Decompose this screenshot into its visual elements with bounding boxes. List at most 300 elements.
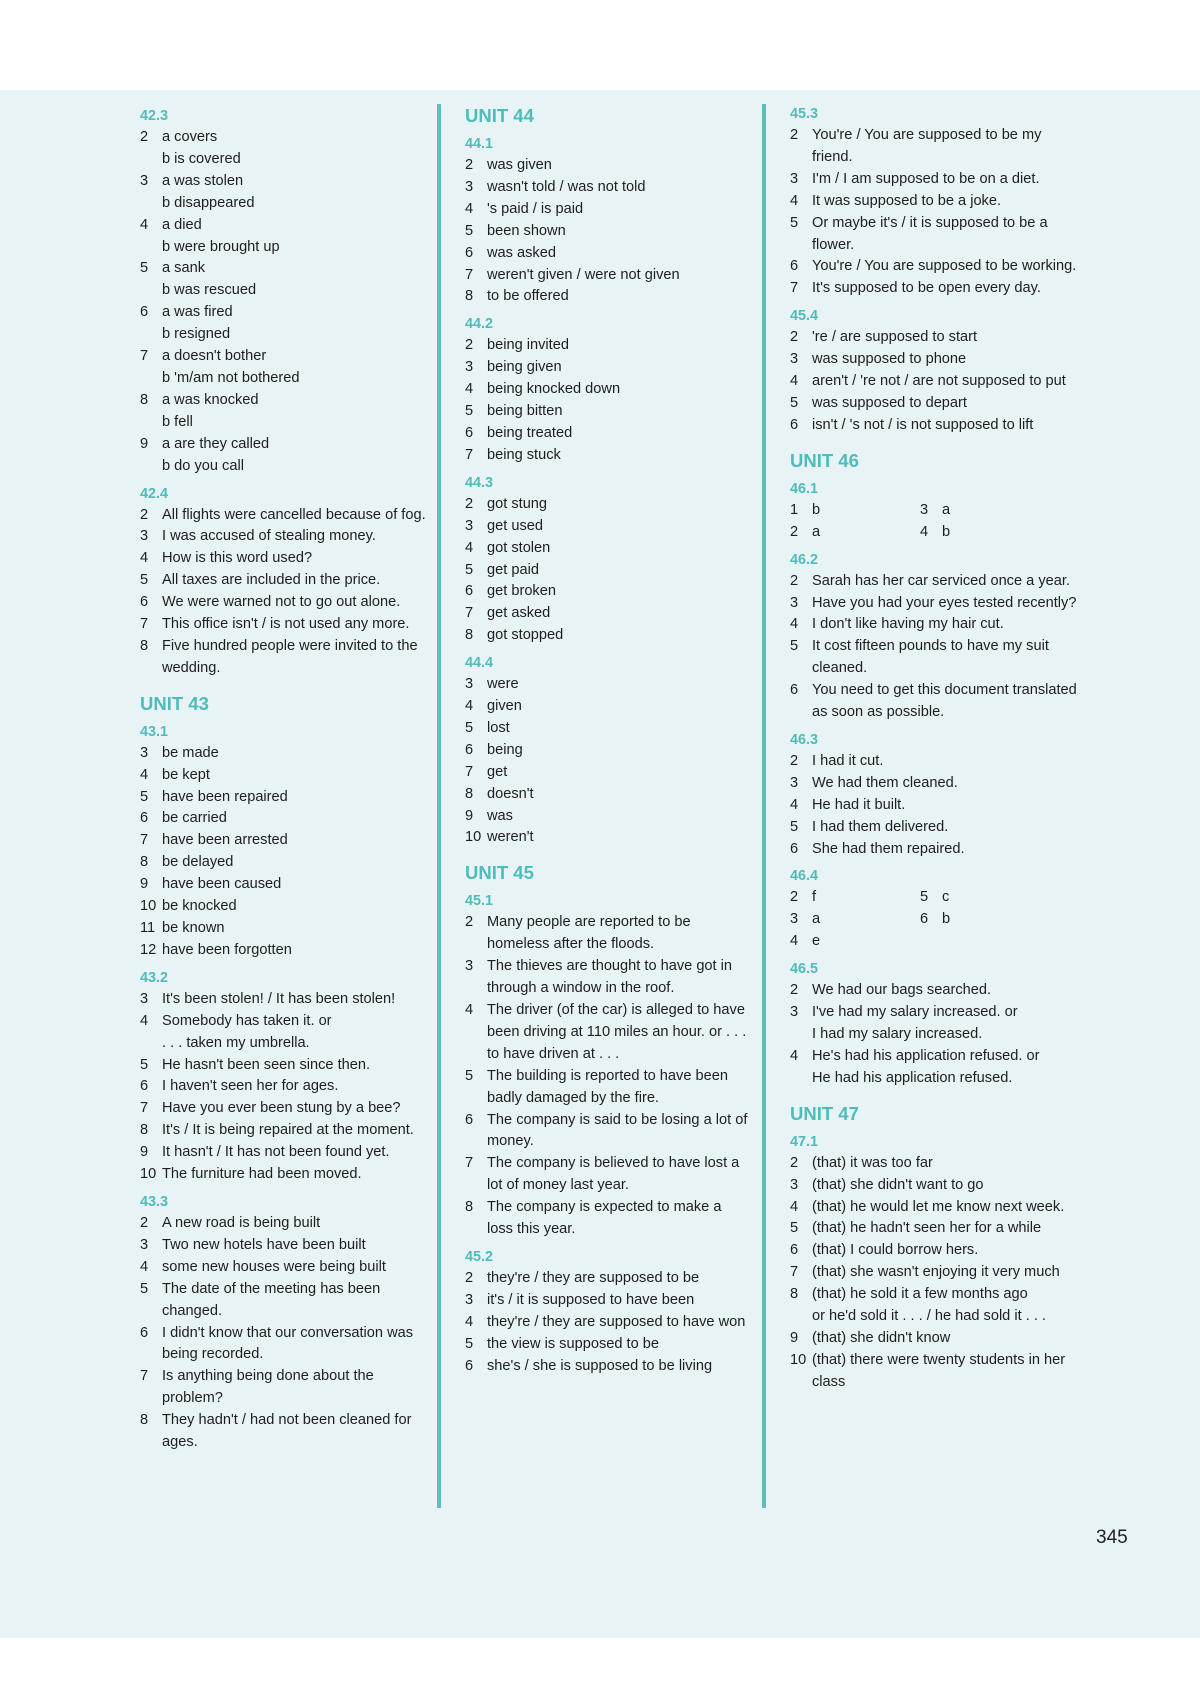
exercise-heading: 45.2 xyxy=(465,1248,494,1265)
answer-column-2 xyxy=(465,100,750,1378)
answer-item xyxy=(465,956,750,1000)
exercise-heading: 46.2 xyxy=(790,551,819,568)
answer-item xyxy=(140,434,430,456)
answer-item xyxy=(465,1268,750,1290)
answer-text: We had them cleaned. xyxy=(812,774,958,791)
answer-text: b is covered xyxy=(162,150,241,167)
answer-item xyxy=(790,1175,1080,1197)
answer-item xyxy=(465,1066,750,1110)
answer-number: 6 xyxy=(790,416,799,433)
answer-number: 4 xyxy=(140,1012,149,1029)
answer-number: 6 xyxy=(465,1357,474,1374)
answer-item xyxy=(790,839,1080,861)
answer-text: You're / You are supposed to be my friend. xyxy=(812,127,1042,165)
column-divider xyxy=(762,104,766,1508)
answer-text: they're / they are supposed to have won xyxy=(487,1313,746,1330)
answer-text: being invited xyxy=(487,337,569,354)
answer-text: lost xyxy=(487,719,510,736)
answer-item xyxy=(465,177,750,199)
answer-text: a are they called xyxy=(162,435,270,452)
answer-item xyxy=(140,830,430,852)
answer-item xyxy=(465,494,750,516)
answer-number: 7 xyxy=(465,446,474,463)
answer-number: 3 xyxy=(465,1291,474,1308)
answer-number: 5 xyxy=(790,638,799,655)
answer-number: 6 xyxy=(920,911,929,928)
answer-text: being knocked down xyxy=(487,381,621,398)
answer-number: 6 xyxy=(140,1078,149,1095)
answer-text: got stung xyxy=(487,495,548,512)
answer-number: 2 xyxy=(790,523,799,540)
answer-number: 4 xyxy=(790,933,799,950)
answer-text: b xyxy=(942,523,951,540)
answer-text: being bitten xyxy=(487,403,563,420)
answer-item xyxy=(790,1350,1080,1394)
answer-text: they're / they are supposed to be xyxy=(487,1269,700,1286)
answer-item xyxy=(790,1240,1080,1262)
answer-number: 4 xyxy=(790,1198,799,1215)
answer-item xyxy=(465,265,750,287)
answer-number: 3 xyxy=(140,528,149,545)
answer-text: got stopped xyxy=(487,627,564,644)
answer-number: 5 xyxy=(465,403,474,420)
answer-item xyxy=(790,349,1080,371)
answer-text: Have you ever been stung by a bee? xyxy=(162,1100,401,1117)
answer-number: 7 xyxy=(465,605,474,622)
answer-text: I had my salary increased. xyxy=(812,1026,983,1042)
exercise-heading: 45.4 xyxy=(790,308,819,325)
answer-text: b was rescued xyxy=(162,282,257,299)
answer-text: (that) I could borrow hers. xyxy=(812,1242,979,1259)
answer-text: a sank xyxy=(162,260,205,277)
answer-number: 8 xyxy=(140,637,149,654)
answer-item xyxy=(790,213,1080,257)
answer-number: 6 xyxy=(140,304,149,321)
answer-number: 4 xyxy=(920,523,929,540)
exercise-heading: 44.2 xyxy=(465,316,494,333)
answer-number: 7 xyxy=(465,1155,474,1172)
answer-item xyxy=(790,1262,1080,1284)
answer-item xyxy=(140,346,430,368)
answer-grid-row xyxy=(790,887,1080,909)
answer-item xyxy=(790,571,1080,593)
answer-text: been shown xyxy=(487,222,566,239)
answer-text: I was accused of stealing money. xyxy=(162,528,376,545)
answer-text: a doesn't bother xyxy=(162,348,267,365)
answer-number: 6 xyxy=(465,244,474,261)
answer-item xyxy=(920,522,1050,544)
answer-text: Five hundred people were invited to the wedding. xyxy=(162,637,418,676)
answer-text: He had it built. xyxy=(812,796,906,813)
answer-text: The company is said to be losing a lot of money. xyxy=(487,1111,748,1150)
answer-item xyxy=(790,393,1080,415)
answer-item xyxy=(790,191,1080,213)
answer-text: get paid xyxy=(487,561,539,578)
answer-number: 5 xyxy=(140,572,149,589)
answer-text: was given xyxy=(487,157,552,173)
answer-text: some new houses were being built xyxy=(162,1258,386,1275)
answer-item xyxy=(790,522,920,544)
answer-text: I had it cut. xyxy=(812,752,884,769)
answer-text: I didn't know that our conversation was being recorded. xyxy=(162,1324,414,1363)
answer-item xyxy=(790,614,1080,636)
answer-item xyxy=(465,1290,750,1312)
unit-heading: UNIT 46 xyxy=(790,449,859,471)
answer-item xyxy=(790,1002,1080,1024)
answer-subitem xyxy=(140,193,430,215)
answer-text: f xyxy=(812,889,817,906)
answer-item xyxy=(465,1110,750,1154)
answer-text: being stuck xyxy=(487,446,561,463)
answer-item xyxy=(465,1197,750,1241)
answer-item xyxy=(465,423,750,445)
answer-text: (that) she didn't know xyxy=(812,1329,951,1346)
answer-item xyxy=(465,221,750,243)
answer-number: 10 xyxy=(465,829,482,846)
answer-text: weren't xyxy=(487,829,534,846)
answer-text: It's / It is being repaired at the moment. xyxy=(162,1122,414,1139)
answer-item xyxy=(465,784,750,806)
answer-text: You're / You are supposed to be working. xyxy=(812,258,1077,275)
answer-number: 8 xyxy=(140,1122,149,1139)
answer-number: 7 xyxy=(140,1368,149,1385)
answer-grid-row xyxy=(790,909,1080,931)
answer-number: 4 xyxy=(465,698,474,715)
answer-item xyxy=(790,1218,1080,1240)
answer-item xyxy=(465,1153,750,1197)
answer-number: 4 xyxy=(140,550,149,567)
answer-item xyxy=(465,335,750,357)
answer-text: have been caused xyxy=(162,876,282,893)
answer-text: or he'd sold it . . . / he had sold it . . . xyxy=(812,1308,1046,1325)
answer-number: 6 xyxy=(140,810,149,827)
answer-item xyxy=(465,581,750,603)
exercise-heading: 44.4 xyxy=(465,655,494,672)
answer-text: a died xyxy=(162,216,202,233)
answer-item xyxy=(790,909,920,931)
answer-text: a covers xyxy=(162,129,218,145)
answer-text: I'm / I am supposed to be on a diet. xyxy=(812,170,1040,187)
answer-item xyxy=(140,787,430,809)
answer-item xyxy=(465,199,750,221)
answer-text: (that) it was too far xyxy=(812,1154,933,1171)
answer-item xyxy=(140,1164,430,1186)
answer-text: being given xyxy=(487,359,562,376)
answer-text: a was knocked xyxy=(162,391,259,408)
answer-number: 4 xyxy=(790,1047,799,1064)
answer-continuation xyxy=(140,1033,430,1055)
answer-number: 5 xyxy=(790,214,799,231)
exercise-heading: 46.3 xyxy=(790,731,819,748)
answer-item xyxy=(465,516,750,538)
answer-item xyxy=(465,625,750,647)
answer-item xyxy=(140,940,430,962)
answer-text: All flights were cancelled because of fog. xyxy=(162,506,426,523)
answer-number: 8 xyxy=(465,288,474,305)
answer-text: to be offered xyxy=(487,288,569,305)
answer-item xyxy=(790,1153,1080,1175)
answer-item xyxy=(465,1356,750,1378)
answer-text: given xyxy=(487,698,522,715)
answer-number: 3 xyxy=(140,744,149,761)
answer-text: It hasn't / It has not been found yet. xyxy=(162,1144,390,1161)
answer-text: All taxes are included in the price. xyxy=(162,572,381,589)
answer-number: 3 xyxy=(140,172,149,189)
answer-text: b disappeared xyxy=(162,194,255,211)
unit-heading: UNIT 44 xyxy=(465,105,534,126)
answer-text: The company is believed to have lost a lot of money last year. xyxy=(487,1155,740,1194)
answer-number: 2 xyxy=(465,914,474,931)
answer-item xyxy=(920,909,1050,931)
answer-number: 6 xyxy=(790,1242,799,1259)
answer-number: 1 xyxy=(790,501,799,518)
answer-text: How is this word used? xyxy=(162,550,313,567)
answer-item xyxy=(140,1279,430,1323)
answer-item xyxy=(140,765,430,787)
answer-text: the view is supposed to be xyxy=(487,1335,659,1352)
answer-text: aren't / 're not / are not supposed to put xyxy=(812,373,1066,390)
answer-number: 8 xyxy=(465,785,474,802)
answer-text: get asked xyxy=(487,605,551,622)
answer-number: 2 xyxy=(465,495,474,512)
answer-text: was supposed to depart xyxy=(812,394,967,411)
answer-number: 4 xyxy=(790,796,799,813)
answer-item xyxy=(465,696,750,718)
answer-item xyxy=(790,1284,1080,1306)
answer-item xyxy=(140,127,430,149)
answer-item xyxy=(920,500,1050,522)
answer-number: 6 xyxy=(790,682,799,699)
answer-text: b do you call xyxy=(162,457,244,474)
answer-item xyxy=(790,371,1080,393)
answer-number: 5 xyxy=(140,260,149,277)
answer-text: The building is reported to have been badly damaged by the fire. xyxy=(487,1067,728,1106)
answer-number: 3 xyxy=(465,676,474,693)
answer-text: have been forgotten xyxy=(162,941,292,958)
answer-grid-row xyxy=(790,522,1080,544)
answer-number: 2 xyxy=(790,982,799,999)
unit-heading: UNIT 47 xyxy=(790,1102,859,1124)
answer-number: 2 xyxy=(140,129,149,145)
answer-number: 3 xyxy=(790,1004,799,1021)
answer-number: 4 xyxy=(140,1258,149,1275)
answer-text: Or maybe it's / it is supposed to be a flower. xyxy=(812,214,1048,253)
answer-text: be carried xyxy=(162,810,227,827)
answer-number: 2 xyxy=(465,337,474,354)
answer-item xyxy=(140,215,430,237)
answer-item xyxy=(790,169,1080,191)
answer-text: We had our bags searched. xyxy=(812,982,992,999)
answer-continuation xyxy=(790,1068,1080,1090)
exercise-heading: 44.3 xyxy=(465,474,494,491)
answer-item xyxy=(140,989,430,1011)
answer-text: being xyxy=(487,741,523,758)
answer-number: 4 xyxy=(465,1002,474,1018)
answer-subitem xyxy=(140,149,430,171)
answer-text: It was supposed to be a joke. xyxy=(812,192,1002,209)
answer-item xyxy=(140,592,430,614)
answer-item xyxy=(790,500,920,522)
answer-item xyxy=(920,887,1050,909)
answer-item xyxy=(465,155,750,177)
answer-text: The date of the meeting has been changed. xyxy=(162,1280,381,1319)
answer-number: 2 xyxy=(465,157,474,173)
answer-number: 10 xyxy=(790,1351,807,1368)
answer-number: 3 xyxy=(465,517,474,534)
answer-item xyxy=(465,538,750,560)
answer-number: 6 xyxy=(465,424,474,441)
answer-item xyxy=(790,931,920,953)
answer-text: a was fired xyxy=(162,304,233,321)
page-number: 345 xyxy=(1096,1527,1128,1548)
answer-text: He hasn't been seen since then. xyxy=(162,1056,371,1073)
answer-item xyxy=(140,570,430,592)
answer-number: 4 xyxy=(790,616,799,633)
answer-number: 4 xyxy=(140,766,149,783)
answer-subitem xyxy=(140,280,430,302)
answer-text: be known xyxy=(162,920,225,936)
exercise-heading: 46.4 xyxy=(790,868,819,885)
answer-number: 3 xyxy=(790,170,799,187)
answer-item xyxy=(790,1328,1080,1350)
answer-text: be made xyxy=(162,744,219,761)
answer-text: be delayed xyxy=(162,854,234,871)
answer-number: 9 xyxy=(465,807,474,824)
answer-number: 2 xyxy=(790,572,799,589)
answer-text: b 'm/am not bothered xyxy=(162,369,300,386)
answer-item xyxy=(790,1046,1080,1068)
answer-number: 3 xyxy=(790,774,799,791)
exercise-heading: 42.3 xyxy=(140,108,169,124)
answer-item xyxy=(465,243,750,265)
unit-heading: UNIT 45 xyxy=(465,862,534,884)
answer-number: 3 xyxy=(465,359,474,376)
answer-column-3 xyxy=(790,100,1080,1394)
answer-number: 7 xyxy=(465,763,474,780)
answer-text: a xyxy=(942,501,951,518)
answer-subitem xyxy=(140,412,430,434)
answer-item xyxy=(140,258,430,280)
answer-grid-row xyxy=(790,931,1080,953)
answer-text: being treated xyxy=(487,424,573,441)
answer-continuation xyxy=(790,1024,1080,1046)
answer-number: 3 xyxy=(140,990,149,1007)
answer-item xyxy=(465,1312,750,1334)
answer-item xyxy=(465,740,750,762)
answer-text: Sarah has her car serviced once a year. xyxy=(812,572,1070,589)
answer-text: c xyxy=(942,889,950,906)
answer-number: 2 xyxy=(140,506,149,523)
answer-text: have been arrested xyxy=(162,832,288,849)
answer-number: 6 xyxy=(790,840,799,857)
answer-number: 7 xyxy=(790,280,799,297)
answer-text: It's supposed to be open every day. xyxy=(812,280,1041,297)
answer-text: I've had my salary increased. or xyxy=(812,1004,1018,1021)
answer-text: get xyxy=(487,763,508,780)
answer-text: Two new hotels have been built xyxy=(162,1236,366,1253)
answer-number: 5 xyxy=(465,1067,474,1084)
answer-number: 5 xyxy=(790,394,799,411)
answer-subitem xyxy=(140,456,430,478)
answer-number: 8 xyxy=(140,1412,149,1429)
answer-item xyxy=(140,1323,430,1367)
answer-item xyxy=(790,636,1080,680)
answer-item xyxy=(465,674,750,696)
answer-text: (that) she wasn't enjoying it very much xyxy=(812,1264,1060,1281)
answer-item xyxy=(140,1235,430,1257)
answer-item xyxy=(465,401,750,423)
answer-number: 6 xyxy=(465,583,474,600)
answer-grid-row xyxy=(790,500,1080,522)
answer-number: 10 xyxy=(140,1166,157,1183)
answer-item xyxy=(140,171,430,193)
answer-item xyxy=(790,593,1080,615)
answer-item xyxy=(465,718,750,740)
answer-number: 6 xyxy=(790,258,799,275)
exercise-heading: 46.1 xyxy=(790,480,819,497)
answer-number: 3 xyxy=(465,178,474,195)
answer-text: A new road is being built xyxy=(162,1214,321,1231)
answer-column-1 xyxy=(140,100,430,1454)
answer-text: It cost fifteen pounds to have my suit cleaned. xyxy=(812,638,1049,677)
answer-item xyxy=(140,1213,430,1235)
answer-text: It's been stolen! / It has been stolen! xyxy=(162,990,396,1007)
answer-text: The thieves are thought to have got in through a window in the roof. xyxy=(487,958,733,997)
answer-item xyxy=(465,379,750,401)
answer-text: (that) he sold it a few months ago xyxy=(812,1286,1028,1303)
answer-item xyxy=(790,125,1080,169)
answer-number: 5 xyxy=(790,1220,799,1237)
answer-number: 5 xyxy=(465,561,474,578)
answer-item xyxy=(790,1197,1080,1219)
answer-text: (that) he would let me know next week. xyxy=(812,1198,1065,1215)
answer-text: The company is expected to make a loss this year. xyxy=(487,1199,722,1238)
answer-number: 8 xyxy=(140,854,149,871)
answer-item xyxy=(140,390,430,412)
answer-text: I don't like having my hair cut. xyxy=(812,616,1004,633)
answer-number: 7 xyxy=(465,266,474,283)
answer-number: 5 xyxy=(140,788,149,805)
answer-number: 2 xyxy=(790,1154,799,1171)
answer-item xyxy=(140,874,430,896)
answer-continuation xyxy=(790,1306,1080,1328)
answer-number: 8 xyxy=(465,627,474,644)
answer-item xyxy=(140,1410,430,1454)
answer-text: (that) there were twenty students in her class xyxy=(812,1351,1066,1390)
answer-item xyxy=(790,680,1080,724)
answer-item xyxy=(140,548,430,570)
answer-item xyxy=(465,286,750,308)
answer-item xyxy=(140,526,430,548)
answer-subitem xyxy=(140,324,430,346)
answer-number: 10 xyxy=(140,898,157,915)
answer-text: I haven't seen her for ages. xyxy=(162,1078,339,1095)
answer-text: This office isn't / is not used any more. xyxy=(162,616,410,633)
exercise-heading: 47.1 xyxy=(790,1133,819,1150)
answer-item xyxy=(465,806,750,828)
answer-number: 5 xyxy=(790,818,799,835)
answer-number: 7 xyxy=(140,616,149,633)
answer-text: b xyxy=(812,501,821,518)
answer-number: 7 xyxy=(140,832,149,849)
answer-number: 5 xyxy=(465,1335,474,1352)
answer-text: I had them delivered. xyxy=(812,818,949,835)
answer-number: 9 xyxy=(140,876,149,893)
answer-number: 2 xyxy=(790,752,799,769)
answer-text: . . . taken my umbrella. xyxy=(162,1034,310,1051)
answer-text: She had them repaired. xyxy=(812,840,965,857)
answer-number: 8 xyxy=(140,391,149,408)
